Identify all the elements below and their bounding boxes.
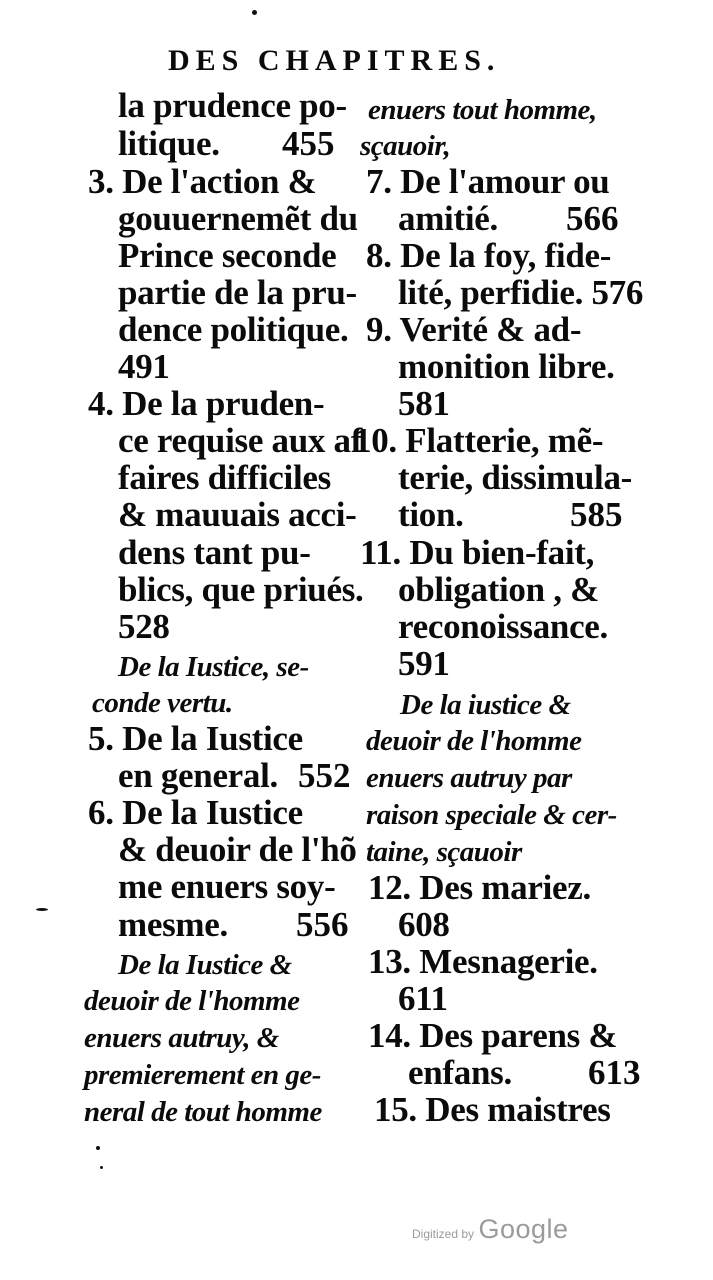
page-number: 455 — [282, 124, 335, 163]
toc-entry-7: 7. De l'amour ou — [366, 162, 610, 201]
section-heading: enuers autruy par — [366, 762, 572, 794]
scan-speck — [36, 908, 48, 911]
section-heading: premierement en ge- — [84, 1059, 321, 1091]
toc-entry-15: 15. Des maistres — [374, 1090, 611, 1129]
toc-line: blics, que priués. — [118, 570, 364, 609]
page-number: 585 — [570, 495, 623, 534]
scan-speck — [100, 1166, 103, 1169]
digitized-by-watermark — [412, 1214, 569, 1245]
google-logo: Google — [478, 1214, 569, 1244]
toc-entry-6: 6. De la Iustice — [88, 793, 303, 832]
toc-entry-12: 12. Des mariez. — [368, 868, 591, 907]
section-heading: sçauoir, — [360, 130, 451, 162]
section-heading: De la Iustice & — [118, 949, 292, 981]
toc-line: lité, perfidie. 576 — [398, 273, 644, 312]
page-number: 613 — [588, 1053, 641, 1092]
toc-line: partie de la pru- — [118, 273, 357, 312]
section-heading: De la Iustice, se- — [118, 651, 309, 683]
toc-line: & deuoir de l'hõ — [118, 830, 357, 869]
section-heading: enuers tout homme, — [368, 94, 597, 126]
section-heading: De la iustice & — [400, 689, 571, 721]
toc-line: monition libre. — [398, 347, 615, 386]
toc-line: en general. — [118, 756, 278, 795]
toc-line: la prudence po- — [118, 86, 347, 125]
toc-entry-8: 8. De la foy, fide- — [366, 236, 612, 275]
toc-entry-13: 13. Mesnagerie. — [368, 942, 598, 981]
section-heading: deuoir de l'homme — [366, 725, 582, 757]
toc-line: enfans. — [408, 1053, 512, 1092]
toc-entry-10: 10. Flatterie, mẽ- — [354, 421, 604, 460]
page-number: 556 — [296, 905, 349, 944]
page-number: 608 — [398, 905, 450, 944]
toc-line: terie, dissimula- — [398, 458, 633, 497]
page-number: 491 — [118, 347, 170, 386]
toc-line: ce requise aux af — [118, 421, 363, 460]
page-number: 611 — [398, 979, 448, 1018]
watermark-prefix: Digitized by — [412, 1227, 475, 1241]
page-header: DES CHAPITRES. — [168, 44, 501, 77]
page-number: 581 — [398, 384, 450, 423]
toc-entry-11: 11. Du bien-fait, — [360, 533, 595, 572]
page-number: 552 — [298, 756, 351, 795]
page-number: 528 — [118, 607, 170, 646]
toc-line: litique. — [118, 124, 220, 163]
toc-entry-3: 3. De l'action & — [88, 162, 317, 201]
toc-entry-14: 14. Des parens & — [368, 1016, 618, 1055]
scan-speck — [96, 1146, 100, 1150]
section-heading: neral de tout homme — [84, 1096, 322, 1128]
toc-line: mesme. — [118, 905, 228, 944]
toc-line: dens tant pu- — [118, 533, 311, 572]
toc-line: amitié. — [398, 199, 498, 238]
section-heading: deuoir de l'homme — [84, 985, 300, 1017]
section-heading: raison speciale & cer- — [366, 799, 617, 831]
section-heading: enuers autruy, & — [84, 1022, 279, 1054]
toc-line: faires difficiles — [118, 458, 331, 497]
toc-line: gouuernemẽt du — [118, 199, 358, 238]
toc-line: Prince seconde — [118, 236, 337, 275]
toc-line: me enuers soy- — [118, 867, 336, 906]
scan-speck — [252, 10, 257, 15]
toc-entry-4: 4. De la pruden- — [88, 384, 325, 423]
toc-entry-9: 9. Verité & ad- — [366, 310, 582, 349]
page-number: 566 — [566, 199, 619, 238]
toc-line: & mauuais acci- — [118, 495, 357, 534]
section-heading: conde vertu. — [92, 687, 233, 719]
page-number: 591 — [398, 644, 450, 683]
toc-line: obligation , & — [398, 570, 599, 609]
section-heading: taine, sçauoir — [366, 836, 522, 868]
toc-line: tion. — [398, 495, 464, 534]
toc-entry-5: 5. De la Iustice — [88, 719, 303, 758]
toc-line: dence politique. — [118, 310, 349, 349]
toc-line: reconoissance. — [398, 607, 608, 646]
